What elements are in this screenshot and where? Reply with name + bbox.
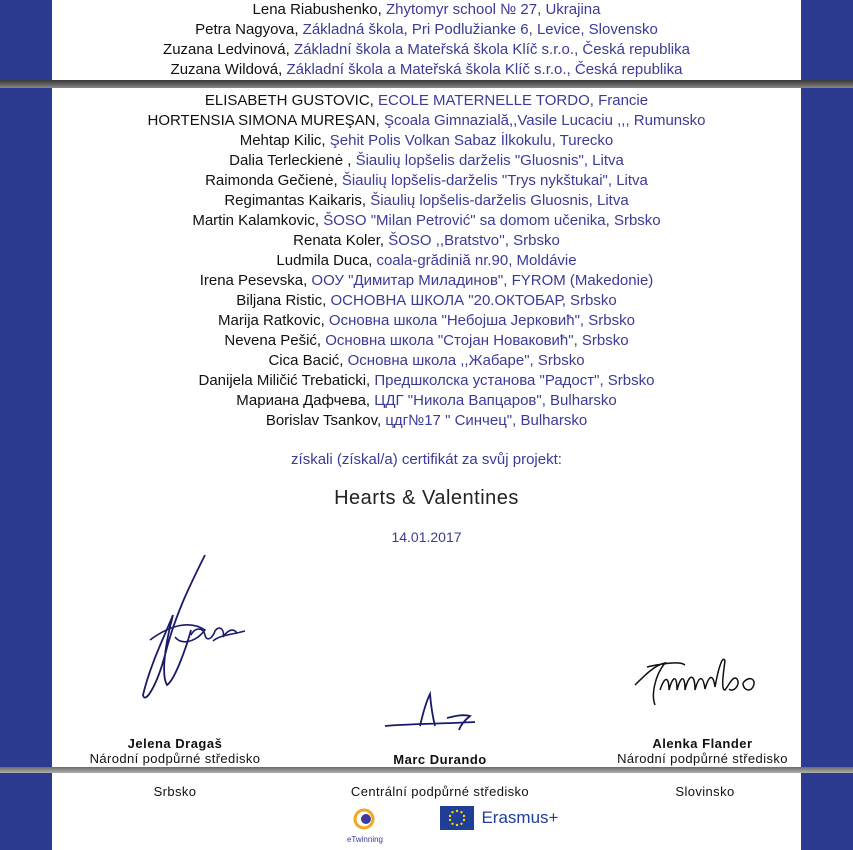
participant-line: [0, 391, 853, 411]
page-separator: [0, 80, 853, 88]
signature-flander: [625, 645, 775, 720]
participant-name: Dalia Terleckienė ,: [229, 152, 356, 169]
participant-name: Petra Nagyova,: [195, 21, 303, 38]
participant-line: [0, 411, 853, 431]
participant-school: Основна школа ,,Жабаре", Srbsko: [347, 352, 585, 369]
participant-school: Şcoala Gimnazială,,Vasile Lucaciu ,,, Rumunsko: [383, 112, 706, 129]
page-separator-bottom: [0, 767, 853, 773]
project-title: Hearts & Valentines: [334, 487, 519, 509]
participant-school: Základná škola, Pri Podlužianke 6, Levice, Slovensko: [302, 21, 658, 38]
erasmus-label: Erasmus+: [481, 808, 559, 827]
participant-school: Основна школа "Небојша Јерковић", Srbsko: [328, 312, 635, 329]
country-left: Srbsko: [153, 784, 197, 799]
participant-school: Şehit Polis Volkan Sabaz İlkokulu, Turecko: [329, 132, 614, 149]
participant-line: [0, 171, 853, 191]
participant-name: Zuzana Wildová,: [170, 61, 287, 78]
participant-name: Renata Koler,: [293, 232, 389, 249]
participant-name: Irena Pesevska,: [199, 272, 312, 289]
participant-name: ELISABETH GUSTOVIC,: [204, 92, 379, 109]
participant-line: [0, 151, 853, 171]
etwinning-icon: [350, 806, 380, 832]
participant-line: [0, 91, 853, 111]
participant-name: HORTENSIA SIMONA MUREŞAN,: [147, 112, 384, 129]
signatory-center: [340, 752, 540, 767]
participant-name: Danijela Miličić Trebaticki,: [198, 372, 375, 389]
participant-school: Šiaulių lopšelis-darželis "Trys nykštukai", Litva: [341, 172, 648, 189]
country-right: Slovinsko: [675, 784, 735, 799]
participant-line: [0, 371, 853, 391]
participant-line: [0, 0, 853, 20]
participant-school: цдг№17 " Синчец", Bulharsko: [385, 412, 588, 429]
participant-school: Šiaulių lopšelis-darželis Gluosnis, Litva: [370, 192, 629, 209]
signatory-right-name: Alenka Flander: [652, 736, 753, 751]
participant-name: Ludmila Duca,: [276, 252, 377, 269]
certificate-date: 14.01.2017: [391, 529, 462, 545]
participant-line: [0, 231, 853, 251]
participant-line: [0, 111, 853, 131]
eu-flag-icon: [440, 806, 474, 830]
participant-name: Mehtap Kilic,: [239, 132, 330, 149]
participant-line: [0, 311, 853, 331]
participant-school: Zhytomyr school № 27, Ukrajina: [385, 1, 601, 18]
participant-name: Raimonda Gečienė,: [205, 172, 342, 189]
participant-line: [0, 131, 853, 151]
etwinning-label: eTwinning: [346, 835, 384, 844]
signatory-center-role: Centrální podpůrné středisko: [350, 784, 530, 799]
participant-name: Borislav Tsankov,: [265, 412, 386, 429]
participant-school: Základní škola a Mateřská škola Klíč s.r.o., Česká republika: [293, 41, 690, 58]
participant-line: [0, 20, 853, 40]
participant-school: Základní škola a Mateřská škola Klíč s.r.o., Česká republika: [286, 61, 683, 78]
participant-school: ЦДГ "Никола Вапцаров", Bulharsko: [374, 392, 617, 409]
participant-school: coala-grădiniă nr.90, Moldávie: [376, 252, 577, 269]
signatory-left: [60, 736, 290, 766]
etwinning-logo: [340, 806, 390, 846]
participant-school: Предшколска установа "Радост", Srbsko: [374, 372, 655, 389]
participant-line: [0, 60, 853, 80]
participant-line: [0, 331, 853, 351]
signatory-left-name: Jelena Dragaš: [127, 736, 223, 751]
participant-school: ECOLE MATERNELLE TORDO, Francie: [378, 92, 649, 109]
participant-line: [0, 351, 853, 371]
participant-name: Мариана Дафчева,: [236, 392, 375, 409]
signatory-left-role: Národní podpůrné středisko: [89, 751, 261, 766]
signatory-right-role: Národní podpůrné středisko: [617, 751, 788, 766]
participant-name: Regimantas Kaikaris,: [224, 192, 371, 209]
participant-school: ŠOSO ,,Bratstvo'', Srbsko: [388, 232, 560, 249]
participant-school: ОСНОВНА ШКОЛА "20.ОКТОБАР, Srbsko: [330, 292, 617, 309]
participant-name: Lena Riabushenko,: [252, 1, 386, 18]
participant-line: [0, 40, 853, 60]
participant-school: ООУ "Димитар Миладинов", FYROM (Makedonie): [311, 272, 654, 289]
signature-durando: [375, 688, 485, 738]
participant-school: ŠOSO "Milan Petrović" sa domom učenika, Srbsko: [323, 212, 661, 229]
participant-line: [0, 291, 853, 311]
participant-line: [0, 271, 853, 291]
participant-line: [0, 251, 853, 271]
participant-name: Cica Bacić,: [268, 352, 348, 369]
participant-name: Martin Kalamkovic,: [192, 212, 324, 229]
participant-name: Zuzana Ledvinová,: [163, 41, 294, 58]
participant-school: Šiaulių lopšelis darželis "Gluosnis", Litva: [355, 152, 624, 169]
participant-name: Nevena Pešić,: [224, 332, 326, 349]
certificate-caption: získali (získal/a) certifikát za svůj projekt:: [291, 451, 562, 468]
participant-name: Biljana Ristic,: [236, 292, 331, 309]
participant-line: [0, 211, 853, 231]
signature-dragas: [95, 545, 265, 715]
participant-school: Основна школа "Стојан Новаковић", Srbsko: [325, 332, 629, 349]
participant-line: [0, 191, 853, 211]
erasmus-logo: [440, 806, 570, 836]
signatory-right: [585, 736, 820, 766]
signatory-center-name: Marc Durando: [393, 752, 487, 767]
participant-name: Marija Ratkovic,: [218, 312, 329, 329]
